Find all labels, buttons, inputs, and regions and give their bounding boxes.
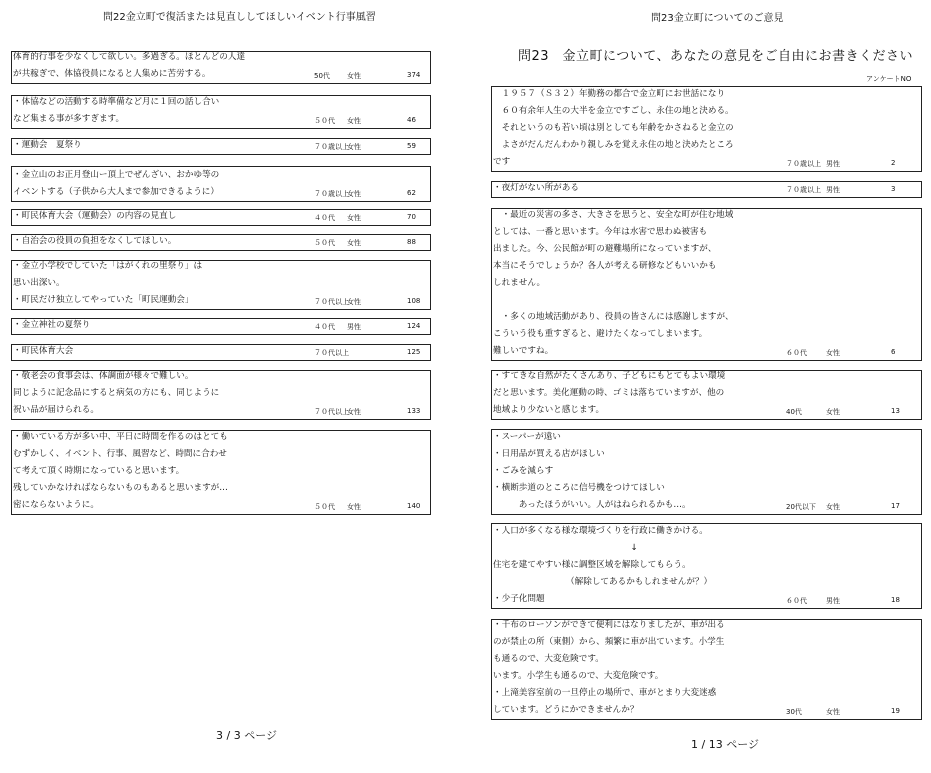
response-number: 125 — [407, 348, 421, 356]
respondent-age: ５０代 — [314, 503, 335, 511]
respondent-sex: 男性 — [826, 186, 840, 194]
respondent-sex: 女性 — [347, 298, 361, 306]
respondent-sex: 男性 — [826, 160, 840, 168]
left-entry-line: 思い出深い。 — [13, 278, 65, 288]
left-entry-line: イベントする（子供から大人まで参加できるように） — [13, 187, 219, 197]
respondent-sex: 男性 — [347, 323, 361, 331]
right-entry-line: ・ごみを減らす — [493, 466, 554, 476]
left-entry-line: ・町民体育大会 — [13, 346, 74, 356]
right-entry-line: こういう役も重すぎると、避けたくなってしまいます。 — [493, 329, 708, 339]
right-entry-line: （解除してあるかもしれませんが？） — [493, 577, 713, 587]
response-number: 59 — [407, 142, 416, 150]
respondent-sex: 女性 — [347, 143, 361, 151]
right-entry-line: ・人口が多くなる様な環境づくりを行政に働きかける。 — [493, 526, 708, 536]
respondent-age: ６０代 — [786, 349, 807, 357]
response-number: 3 — [891, 185, 896, 193]
left-entry-line: ・運動会 夏祭り — [13, 140, 82, 150]
left-entry-line: ・働いている方が多い中、平日に時間を作るのはとても — [13, 432, 228, 442]
right-entry-line: ・スーパーが遠い — [493, 432, 561, 442]
respondent-sex: 女性 — [347, 117, 361, 125]
response-number: 17 — [891, 502, 900, 510]
right-entry-line: だと思います。美化運動の時、ゴミは落ちていますが、他の — [493, 388, 725, 398]
right-entry-line: しています。どうにかできませんか？ — [493, 705, 639, 715]
right-entry-line: としては、一番と思います。今年は水害で思わぬ被害も — [493, 227, 708, 237]
left-entry-line: て考えて頂く時期になっていると思います。 — [13, 466, 185, 476]
response-number: 2 — [891, 159, 896, 167]
respondent-age: ７０歳以上 — [314, 190, 349, 198]
respondent-age: ７０代以上 — [314, 408, 349, 416]
question-title: 問23 金立町について、あなたの意見をご自由にお書きください — [518, 49, 914, 64]
left-entry-line: ・金立神社の夏祭り — [13, 320, 91, 330]
response-number: 6 — [891, 348, 896, 356]
respondent-sex: 女性 — [826, 408, 840, 416]
respondent-age: ７０代以上 — [314, 298, 349, 306]
respondent-age: ４０代 — [314, 214, 335, 222]
left-entry-line: 残していかなければならないものもあると思いますが… — [13, 483, 228, 493]
left-entry-line: 体育的行事を少なくして欲しい。多過ぎる。ほとんどの人達 — [13, 52, 246, 62]
response-number: 46 — [407, 116, 416, 124]
response-number: 88 — [407, 238, 416, 246]
respondent-sex: 女性 — [826, 708, 840, 716]
right-entry-line: ・日用品が買える店がほしい — [493, 449, 605, 459]
left-entry-line: ・金立小学校でしていた「はがくれの里祭り」は — [13, 261, 203, 271]
response-number: 19 — [891, 707, 900, 715]
response-number: 18 — [891, 596, 900, 604]
right-entry-line: です — [493, 157, 511, 167]
right-entry-line: 住宅を建てやすい様に調整区域を解除してもらう。 — [493, 560, 691, 570]
right-entry-line: ・少子化問題 — [493, 594, 545, 604]
response-number: 140 — [407, 502, 421, 510]
left-entry-line: むずかしく、イベント、行事、風習など、時間に合わせ — [13, 449, 227, 459]
right-entry-line: あったほうがいい。人がはねられるかも…。 — [493, 500, 691, 510]
right-page-footer: 1 / 13 ページ — [691, 738, 759, 751]
respondent-age: 30代 — [786, 708, 802, 716]
respondent-sex: 女性 — [826, 503, 840, 511]
right-entry-line: ・最近の災害の多さ、大きさを思うと、安全な町が住む地域 — [493, 210, 734, 220]
right-entry-line: ・上滝美容室前の一旦停止の場所で、車がとまり大変迷惑 — [493, 688, 717, 698]
survey-number-label: アンケートNO — [866, 75, 912, 83]
respondent-age: ５０代 — [314, 239, 335, 247]
respondent-age: ７０歳以上 — [314, 143, 349, 151]
right-entry-line: ６０有余年人生の大半を金立ですごし、永住の地と決める。 — [493, 106, 734, 116]
right-entry-line: も通るので、大変危険です。 — [493, 654, 604, 664]
response-number: 62 — [407, 189, 416, 197]
left-entry-box — [11, 344, 431, 361]
left-entry-line: ・体協などの活動する時準備など月に１回の話し合い — [13, 97, 220, 107]
response-number: 133 — [407, 407, 421, 415]
right-entry-line: います。小学生も通るので、大変危険です。 — [493, 671, 664, 681]
respondent-age: ４０代 — [314, 323, 335, 331]
right-entry-line: それというのも若い頃は別としても年齢をかさねると金立の — [493, 123, 734, 133]
respondent-sex: 女性 — [347, 190, 361, 198]
respondent-sex: 女性 — [347, 408, 361, 416]
response-number: 108 — [407, 297, 421, 305]
left-entry-line: が共稼ぎで、体協役員になると人集めに苦労する。 — [13, 69, 211, 79]
respondent-sex: 女性 — [347, 503, 361, 511]
respondent-age: 40代 — [786, 408, 802, 416]
left-entry-line: ・町民だけ独立してやっていた「町民運動会」 — [13, 295, 194, 305]
left-page-header: 問22金立町で復活または見直ししてほしいイベント行事風習 — [103, 12, 376, 23]
left-entry-line: ・自治会の役員の負担をなくしてほしい。 — [13, 236, 177, 246]
right-page-header: 問23金立町についてのご意見 — [651, 13, 784, 24]
right-entry-line: １９５７（Ｓ３２）年勤務の都合で金立町にお世話になり — [493, 89, 726, 99]
right-entry-line: のが禁止の所（東側）から、頻繁に車が出ています。小学生 — [493, 637, 725, 647]
left-page-footer: 3 / 3 ページ — [216, 729, 277, 742]
left-entry-line: 密にならないように。 — [13, 500, 99, 510]
right-entry-line: よさがだんだんわかり親しみを覚え永住の地と決めたところ — [493, 140, 734, 150]
left-entry-line: ・敬老会の食事会は、体調面が様々で難しい。 — [13, 371, 194, 381]
respondent-age: 50代 — [314, 72, 330, 80]
response-number: 70 — [407, 213, 416, 221]
response-number: 124 — [407, 322, 421, 330]
right-entry-line: ・千布のローソンができて便利にはなりましたが、車が出る — [493, 620, 725, 630]
respondent-age: ６０代 — [786, 597, 807, 605]
respondent-age: ７０歳以上 — [786, 186, 821, 194]
right-entry-line: しれません。 — [493, 278, 546, 288]
right-entry-line: ・多くの地域活動があり、役員の皆さんには感謝しますが、 — [493, 312, 734, 322]
right-entry-line: ・横断歩道のところに信号機をつけてほしい — [493, 483, 665, 493]
right-entry-line: ・夜灯がない所がある — [493, 183, 579, 193]
right-entry-line: 難しいですね。 — [493, 346, 554, 356]
respondent-age: ５０代 — [314, 117, 335, 125]
left-entry-line: 同じように記念品にすると病気の方にも、同じように — [13, 388, 220, 398]
right-entry-line: 地域より少ないと感じます。 — [493, 405, 605, 415]
response-number: 13 — [891, 407, 900, 415]
left-entry-line: ・町民体育大会（運動会）の内容の見直し — [13, 211, 177, 221]
respondent-age: 20代以下 — [786, 503, 816, 511]
right-entry-line: ・すてきな自然がたくさんあり、子どもにもとてもよい環境 — [493, 371, 726, 381]
left-entry-line: 祝い品が届けられる。 — [13, 405, 99, 415]
right-entry-line: 出ました。今、公民館が町の避難場所になっていますが、 — [493, 244, 717, 254]
response-number: 374 — [407, 71, 421, 79]
right-entry-line: ↓ — [493, 543, 638, 553]
respondent-sex: 女性 — [347, 72, 361, 80]
respondent-age: ７０代以上 — [314, 349, 349, 357]
right-entry-line: 本当にそうでしょうか？各人が考える研修などもいいかも — [493, 261, 717, 271]
respondent-sex: 女性 — [347, 239, 361, 247]
respondent-sex: 女性 — [347, 214, 361, 222]
left-entry-line: ・金立山のお正月登山ー頂上でぜんざい、おかゆ等の — [13, 170, 220, 180]
respondent-sex: 男性 — [826, 597, 840, 605]
left-entry-line: など集まる事が多すぎます。 — [13, 114, 125, 124]
respondent-age: ７０歳以上 — [786, 160, 821, 168]
respondent-sex: 女性 — [826, 349, 840, 357]
